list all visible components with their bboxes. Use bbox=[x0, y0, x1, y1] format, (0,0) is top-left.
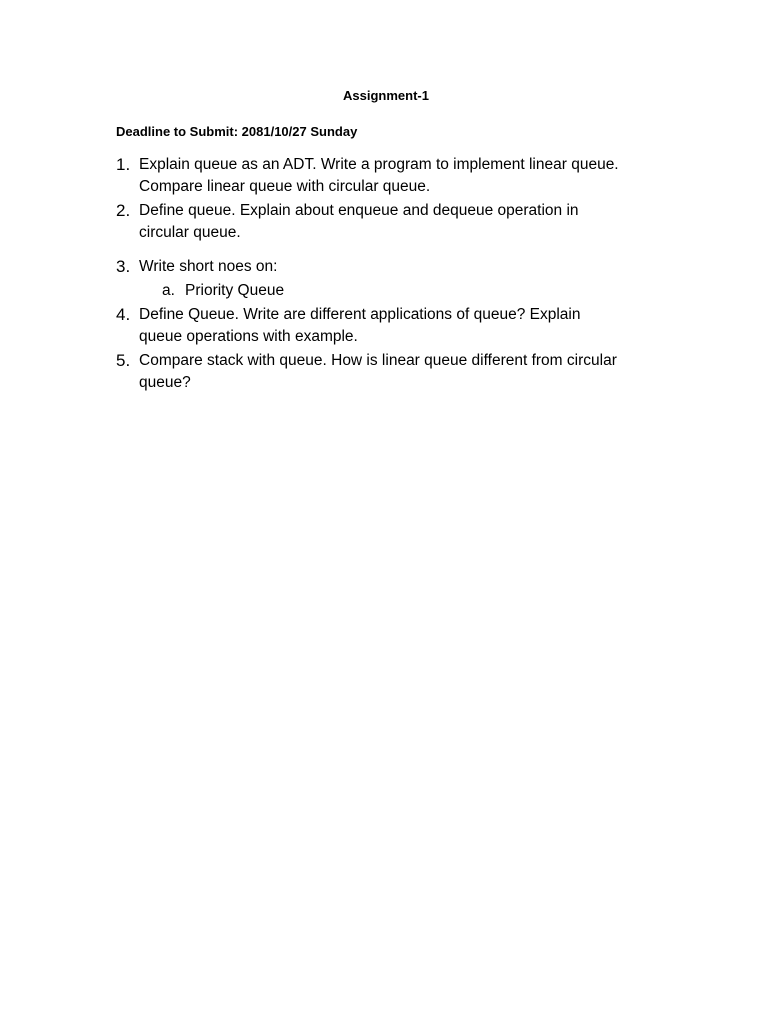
question-number: 1. bbox=[116, 155, 131, 174]
assignment-title: Assignment-1 bbox=[343, 88, 429, 103]
question-text-line: queue? bbox=[139, 374, 191, 391]
deadline-text: Deadline to Submit: 2081/10/27 Sunday bbox=[116, 124, 358, 139]
question-item-2 bbox=[116, 200, 676, 244]
question-text-line: circular queue. bbox=[139, 224, 241, 241]
question-text-line: Compare linear queue with circular queue. bbox=[139, 178, 431, 195]
question-number: 4. bbox=[116, 305, 131, 324]
question-item-3 bbox=[116, 256, 676, 302]
sub-item-letter: a. bbox=[162, 282, 175, 299]
question-text-line: Write short noes on: bbox=[139, 258, 278, 275]
question-text-line: Define queue. Explain about enqueue and dequeue operation in bbox=[139, 202, 579, 219]
question-text-line: Compare stack with queue. How is linear queue different from circular bbox=[139, 352, 617, 369]
question-item-5 bbox=[116, 350, 676, 394]
question-number: 2. bbox=[116, 201, 131, 220]
sub-item-a bbox=[139, 280, 676, 302]
question-list bbox=[116, 154, 676, 394]
question-text-line: queue operations with example. bbox=[139, 328, 358, 345]
question-item-1 bbox=[116, 154, 676, 198]
sub-item-text: Priority Queue bbox=[185, 282, 285, 299]
question-text-line: Define Queue. Write are different applications of queue? Explain bbox=[139, 306, 581, 323]
question-number: 5. bbox=[116, 351, 131, 370]
question-number: 3. bbox=[116, 257, 131, 276]
question-text-line: Explain queue as an ADT. Write a program to implement linear queue. bbox=[139, 156, 619, 173]
question-item-4 bbox=[116, 304, 676, 348]
